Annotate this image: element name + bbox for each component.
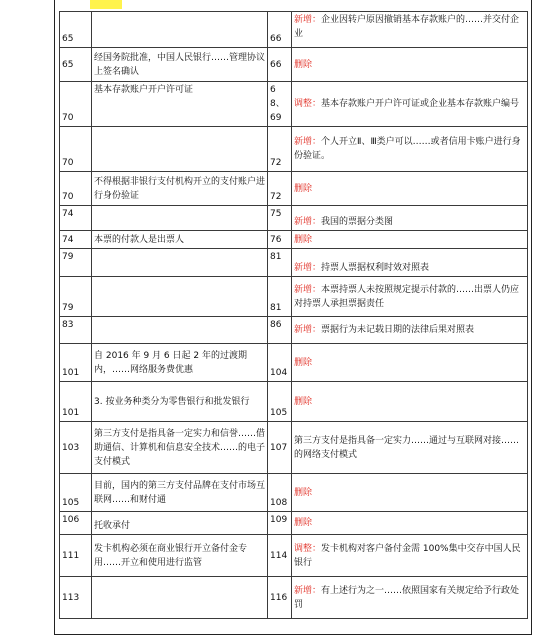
new-page: 105 [268, 382, 292, 422]
new-content [292, 48, 528, 82]
table-row [60, 48, 528, 82]
old-page: 101 [60, 344, 92, 382]
old-page: 101 [60, 382, 92, 422]
old-text [92, 206, 268, 231]
change-tag: 新增： [294, 325, 322, 335]
table-row [60, 474, 528, 512]
new-page: 68、69 [268, 82, 292, 127]
new-content [292, 127, 528, 172]
new-text: 第三方支付是指具备一定实力……通过与互联网对接……的网络支付模式 [294, 435, 520, 460]
table-row [60, 344, 528, 382]
table-row [60, 277, 528, 317]
old-page: 105 [60, 474, 92, 512]
table-row [60, 535, 528, 577]
change-tag: 删除 [294, 59, 313, 70]
change-tag: 删除 [294, 183, 313, 194]
old-text [92, 277, 268, 317]
new-text: 持票人票据权利时效对照表 [321, 263, 430, 273]
old-page: 65 [60, 12, 92, 48]
old-text [92, 577, 268, 619]
change-tag: 调整： [294, 99, 322, 109]
new-page: 66 [268, 48, 292, 82]
old-text: 3. 按业务种类分为零售银行和批发银行 [92, 382, 268, 422]
change-tag: 删除 [294, 396, 313, 407]
new-content [292, 206, 528, 231]
table-row [60, 82, 528, 127]
new-page: 104 [268, 344, 292, 382]
old-page: 103 [60, 422, 92, 474]
old-page: 65 [60, 48, 92, 82]
table-row [60, 422, 528, 474]
table-row [60, 317, 528, 344]
old-page: 74 [60, 206, 92, 231]
table-row [60, 231, 528, 249]
new-page: 72 [268, 172, 292, 206]
old-text [92, 249, 268, 277]
old-page: 83 [60, 317, 92, 344]
new-content [292, 344, 528, 382]
old-page: 113 [60, 577, 92, 619]
new-content [292, 577, 528, 619]
new-text: 票据行为未记载日期的法律后果对照表 [321, 325, 475, 335]
old-text: 托收承付 [92, 512, 268, 535]
change-tag: 调整： [294, 543, 322, 554]
new-content [292, 12, 528, 48]
change-tag: 新增： [294, 217, 322, 227]
new-text: 发卡机构对客户备付金需 100%集中交存中国人民银行 [294, 543, 521, 568]
change-tag: 删除 [294, 518, 313, 528]
old-text: 不得根据非银行支付机构开立的支付账户进行身份验证 [92, 172, 268, 206]
old-text [92, 317, 268, 344]
old-text: 发卡机构必须在商业银行开立备付金专用……开立和使用进行监管 [92, 535, 268, 577]
old-text: 本票的付款人是出票人 [92, 231, 268, 249]
new-page: 72 [268, 127, 292, 172]
old-page: 79 [60, 277, 92, 317]
new-page: 81 [268, 277, 292, 317]
new-page: 66 [268, 12, 292, 48]
change-tag: 新增： [294, 137, 322, 147]
new-page: 81 [268, 249, 292, 277]
new-text: 基本存款账户开户许可证或企业基本存款账户编号 [321, 99, 520, 109]
old-text: 自 2016 年 9 月 6 日起 2 年的过渡期内，……网络服务费优惠 [92, 344, 268, 382]
new-text: 个人开立Ⅱ、Ⅲ类户可以……或者信用卡账户进行身份验证。 [294, 137, 521, 161]
table-row [60, 127, 528, 172]
new-page: 109 [268, 512, 292, 535]
old-page: 70 [60, 82, 92, 127]
new-page: 116 [268, 577, 292, 619]
new-page: 75 [268, 206, 292, 231]
new-page: 86 [268, 317, 292, 344]
change-tag: 新增： [294, 284, 322, 295]
change-tag: 删除 [294, 357, 313, 368]
new-text: 本票持票人未按照规定提示付款的……出票人仍应对持票人承担票据责任 [294, 284, 520, 309]
new-text: 有上述行为之一……依照国家有关规定给予行政处罚 [294, 585, 520, 610]
old-page: 79 [60, 249, 92, 277]
new-content [292, 249, 528, 277]
old-text: 经国务院批准，中国人民银行……管理协议上签名确认 [92, 48, 268, 82]
new-content [292, 277, 528, 317]
old-text: 第三方支付是指具备一定实力和信誉……借助通信、计算机和信息安全技术……的电子支付模式 [92, 422, 268, 474]
table-row [60, 206, 528, 231]
old-text [92, 127, 268, 172]
old-page: 70 [60, 127, 92, 172]
old-page: 70 [60, 172, 92, 206]
new-content [292, 474, 528, 512]
table-row [60, 12, 528, 48]
old-text: 目前，国内的第三方支付品牌在支付市场互联网……和财付通 [92, 474, 268, 512]
table-row [60, 172, 528, 206]
old-page: 74 [60, 231, 92, 249]
new-content [292, 82, 528, 127]
new-content [292, 535, 528, 577]
new-content [292, 231, 528, 249]
old-text [92, 12, 268, 48]
new-content [292, 172, 528, 206]
old-page: 111 [60, 535, 92, 577]
table-row [60, 382, 528, 422]
new-text: 企业因转户原因撤销基本存款账户的……并交付企业 [294, 15, 520, 39]
new-page: 114 [268, 535, 292, 577]
new-content [292, 317, 528, 344]
new-page: 108 [268, 474, 292, 512]
new-page: 76 [268, 231, 292, 249]
change-tag: 删除 [294, 487, 313, 498]
table-row [60, 512, 528, 535]
table-row [60, 577, 528, 619]
new-page: 107 [268, 422, 292, 474]
change-tag: 新增： [294, 263, 322, 273]
change-tag: 删除 [294, 234, 313, 245]
change-tag: 新增： [294, 585, 322, 596]
new-content [292, 512, 528, 535]
old-text: 基本存款账户开户许可证 [92, 82, 268, 127]
change-tag: 新增： [294, 15, 322, 25]
old-page: 106 [60, 512, 92, 535]
new-content [292, 382, 528, 422]
changes-table [59, 11, 528, 619]
new-content [292, 422, 528, 474]
table-row [60, 249, 528, 277]
new-text: 我国的票据分类图 [321, 217, 394, 227]
